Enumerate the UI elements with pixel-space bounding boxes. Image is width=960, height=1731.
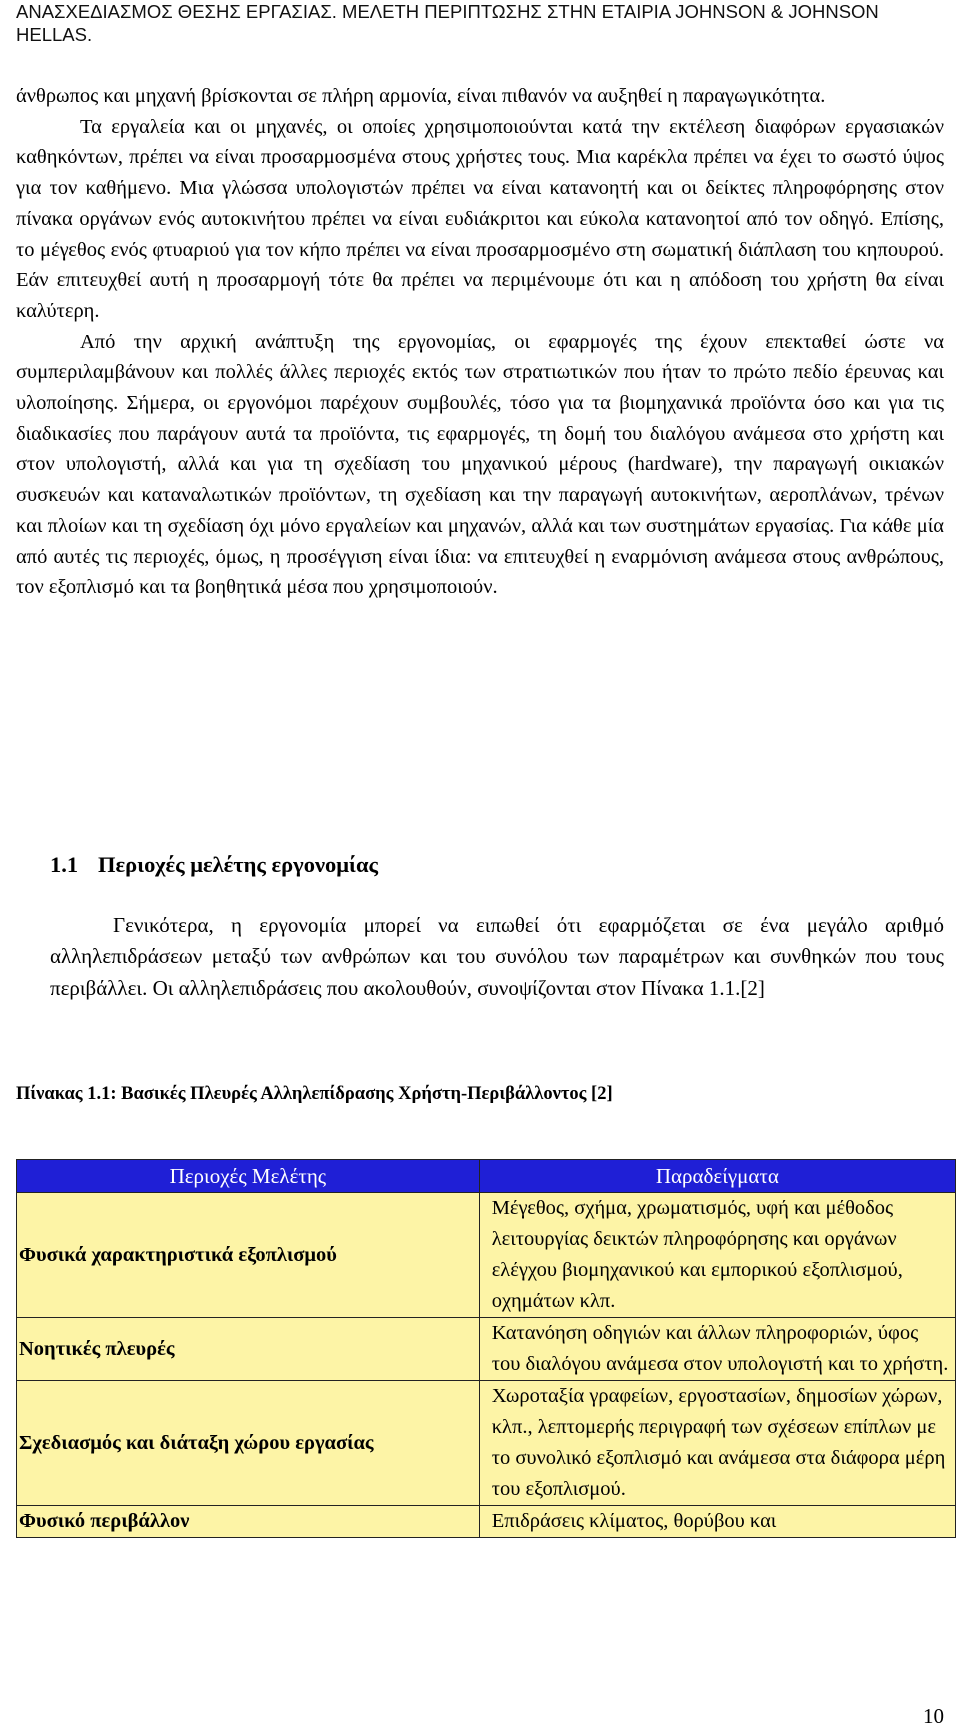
- ergonomics-table: [16, 1159, 956, 1538]
- table-header-cell: Παραδείγματα: [479, 1160, 955, 1193]
- section-title: Περιοχές μελέτης εργονομίας: [98, 852, 379, 877]
- table-header-row: [17, 1160, 956, 1193]
- table-cell-area: Νοητικές πλευρές: [17, 1318, 480, 1381]
- table-cell-area: Σχεδιασμός και διάταξη χώρου εργασίας: [17, 1381, 480, 1506]
- table-cell-examples: Επιδράσεις κλίματος, θορύβου και: [479, 1506, 955, 1538]
- section-heading: [50, 850, 378, 880]
- running-header: ΑΝΑΣΧΕΔΙΑΣΜΟΣ ΘΕΣΗΣ ΕΡΓΑΣΙΑΣ. ΜΕΛΕΤΗ ΠΕΡΙΠΤΩΣΗΣ ΣΤΗΝ ΕΤΑΙΡΙΑ JOHNSON & JOHNSON HELLAS.: [16, 1, 879, 45]
- body-text: [16, 81, 944, 603]
- body-paragraph: Από την αρχική ανάπτυξη της εργονομίας, οι εφαρμογές της έχουν επεκταθεί ώστε να συμπεριλαμβάνουν και πολλές άλλες περιοχές εκτός των στρατιωτικών που ήταν το πρώτο πεδίο έρευνας και υλοποίησης. Σήμερα, οι εργονόμοι παρέχουν συμβουλές, τόσο για τα βιομηχανικά προϊόντα όσο και για τις διαδικασίες που παράγουν αυτά τα προϊόντα, τις εφαρμογές, τη δομή του διαλόγου ανάμεσα στο χρήστη και στον υπολογιστή, αλλά και για τη σχεδίαση του μηχανικού μέρους (hardware), την παραγωγή οικιακών συσκευών και καταναλωτικών προϊόντων, τη σχεδίαση και την παραγωγή αυτοκινήτων, αεροπλάνων, τρένων και πλοίων και τη σχεδίαση όχι μόνο εργαλείων και μηχανών, αλλά και των συστημάτων εργασίας. Για κάθε μία από αυτές τις περιοχές, όμως, η προσέγγιση είναι ίδια: να επιτευχθεί η εναρμόνιση ανάμεσα στους ανθρώπους, τον εξοπλισμό και τα βοηθητικά μέσα που χρησιμοποιούν.: [16, 330, 944, 599]
- table-row: [17, 1381, 956, 1506]
- table-row: [17, 1193, 956, 1318]
- table-cell-examples: Μέγεθος, σχήμα, χρωματισμός, υφή και μέθοδος λειτουργίας δεικτών πληροφόρησης και οργάνων ελέγχου βιομηχανικού και εμπορικού εξοπλισμού, οχημάτων κλπ.: [479, 1193, 955, 1318]
- table-cell-examples: Χωροταξία γραφείων, εργοστασίων, δημοσίων χώρων, κλπ., λεπτομερής περιγραφή των σχέσεων επίπλων με το συνολικό εξοπλισμό και ανάμεσα στα διάφορα μέρη του εξοπλισμού.: [479, 1381, 955, 1506]
- body-paragraph: Τα εργαλεία και οι μηχανές, οι οποίες χρησιμοποιούνται κατά την εκτέλεση διαφόρων εργασιακών καθηκόντων, πρέπει να είναι προσαρμοσμένα στους χρήστες τους. Μια καρέκλα πρέπει να έχει το σωστό ύψος για τον καθήμενο. Μια γλώσσα υπολογιστών πρέπει να είναι κατανοητή και οι δείκτες πληροφόρησης στον πίνακα οργάνων ενός αυτοκινήτου πρέπει να είναι ευδιάκριτοι και εύκολα κατανοητοί από τον οδηγό. Επίσης, το μέγεθος ενός φτυαριού για τον κήπο πρέπει να είναι προσαρμοσμένο στη σωματική διάπλαση του κηπουρού. Εάν επιτευχθεί αυτή η προσαρμογή τότε θα πρέπει να περιμένουμε ότι και η απόδοση του χρήστη θα είναι καλύτερη.: [16, 115, 944, 322]
- section-paragraph: Γενικότερα, η εργονομία μπορεί να ειπωθεί ότι εφαρμόζεται σε ένα μεγάλο αριθμό αλληλεπιδράσεων μεταξύ των ανθρώπων και του συνόλου των παραμέτρων και συνθηκών που τους περιβάλλει. Οι αλληλεπιδράσεις που ακολουθούν, συνοψίζονται στον Πίνακα 1.1.[2]: [50, 913, 944, 1000]
- table-row: [17, 1318, 956, 1381]
- table-caption: Πίνακας 1.1: Βασικές Πλευρές Αλληλεπίδρασης Χρήστη-Περιβάλλοντος [2]: [16, 1084, 613, 1104]
- table-cell-area: Φυσικό περιβάλλον: [17, 1506, 480, 1538]
- table-cell-examples: Κατανόηση οδηγιών και άλλων πληροφοριών, ύφος του διαλόγου ανάμεσα στον υπολογιστή και το χρήστη.: [479, 1318, 955, 1381]
- page-number: 10: [923, 1704, 944, 1728]
- table-row: [17, 1506, 956, 1538]
- body-paragraph: άνθρωπος και μηχανή βρίσκονται σε πλήρη αρμονία, είναι πιθανόν να αυξηθεί η παραγωγικότητα.: [16, 85, 826, 107]
- table-cell-area: Φυσικά χαρακτηριστικά εξοπλισμού: [17, 1193, 480, 1318]
- section-number: 1.1: [50, 852, 79, 877]
- table-header-cell: Περιοχές Μελέτης: [17, 1160, 480, 1193]
